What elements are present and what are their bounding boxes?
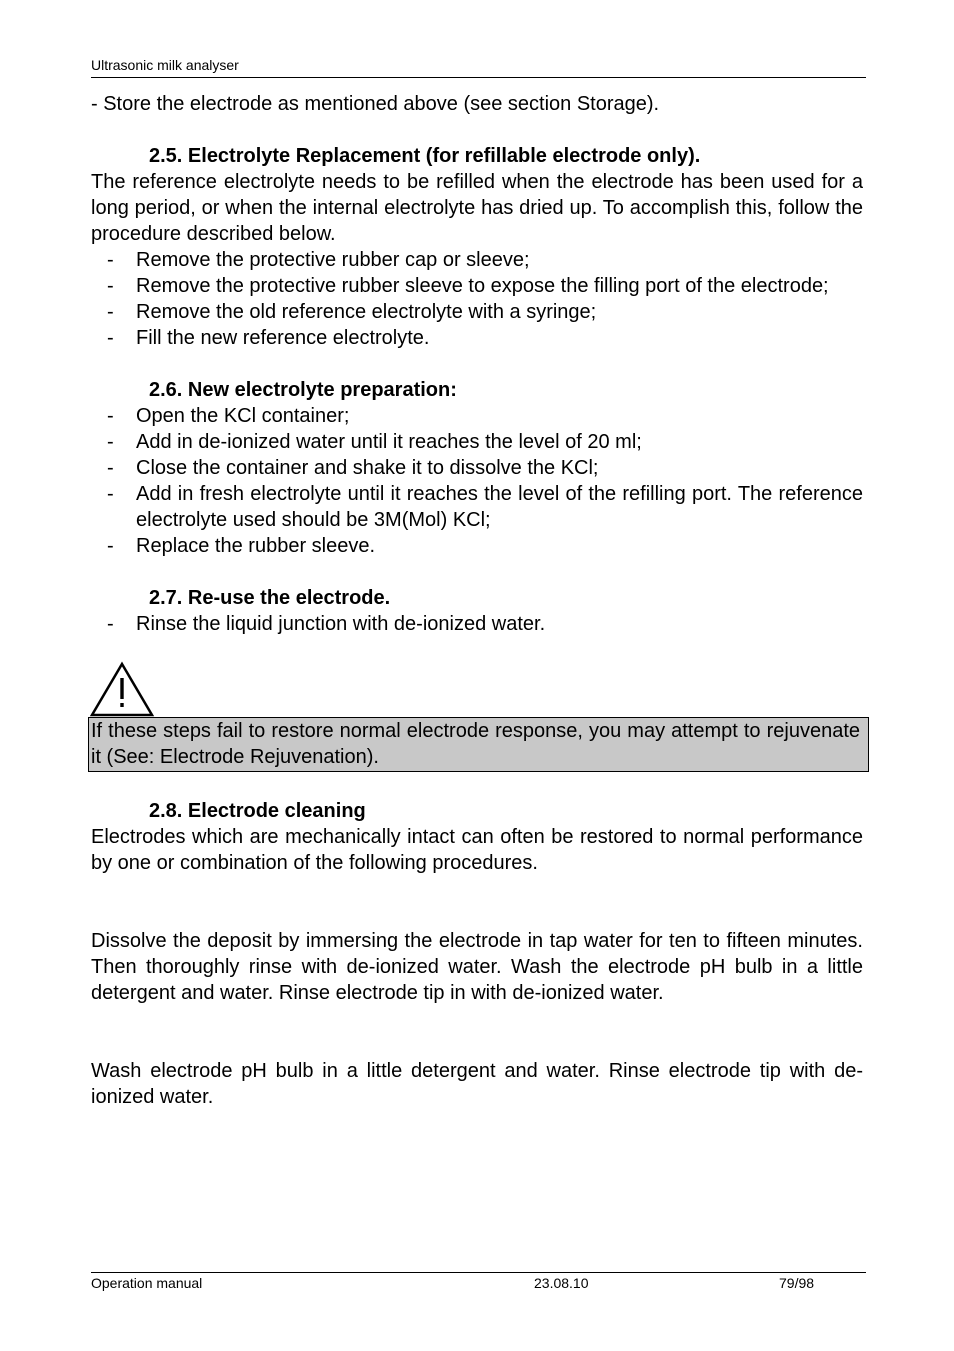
- header-divider: [91, 77, 866, 78]
- section-2-5-paragraph: The reference electrolyte needs to be refilled when the electrode has been used for a long period, or when the internal electrolyte has dried up. To accomplish this, follow the procedure described below.: [91, 171, 863, 245]
- section-2-5-heading: 2.5. Electrolyte Replacement (for refillable electrode only).: [149, 145, 701, 167]
- section-2-8-heading: 2.8. Electrode cleaning: [149, 800, 366, 822]
- page-header-title: Ultrasonic milk analyser: [91, 57, 239, 73]
- list-item: - Remove the protective rubber sleeve to expose the filling port of the electrode;: [107, 275, 829, 297]
- warning-box: If these steps fail to restore normal electrode response, you may attempt to rejuvenate it (See: Electrode Rejuvenation).: [88, 717, 869, 772]
- footer-divider: [91, 1272, 866, 1273]
- intro-line: - Store the electrode as mentioned above (see section Storage).: [91, 93, 660, 115]
- list-item: - Fill the new reference electrolyte.: [107, 327, 430, 349]
- section-2-5-list: [91, 247, 863, 351]
- list-item: - Open the KCl container;: [107, 405, 350, 427]
- section-2-7-list: [91, 611, 863, 637]
- section-2-8-paragraph: Electrodes which are mechanically intact can often be restored to normal performance by one or combination of the following procedures.: [91, 826, 863, 874]
- footer-date: 23.08.10: [534, 1275, 589, 1291]
- list-item: - Remove the protective rubber cap or sleeve;: [107, 249, 530, 271]
- section-2-6-list: [91, 403, 863, 559]
- page-content: [91, 91, 863, 1110]
- list-item: - Add in fresh electrolyte until it reaches the level of the refilling port. The reference electrolyte used should be 3M(Mol) KCl;: [107, 483, 863, 531]
- cleaning-paragraph: Dissolve the deposit by immersing the electrode in tap water for ten to fifteen minutes. Then thoroughly rinse with de-ionized water. Wash the electrode pH bulb in a little detergent and water. Rinse electrode tip in with de-ionized water.: [91, 930, 863, 1004]
- list-item: - Remove the old reference electrolyte with a syringe;: [107, 301, 597, 323]
- list-item: - Rinse the liquid junction with de-ionized water.: [107, 613, 546, 635]
- section-2-6-heading: 2.6. New electrolyte preparation:: [149, 379, 457, 401]
- list-item: - Replace the rubber sleeve.: [107, 535, 376, 557]
- footer-page-number: 79/98: [779, 1275, 815, 1291]
- list-item: - Add in de-ionized water until it reaches the level of 20 ml;: [107, 431, 642, 453]
- footer-manual-name: Operation manual: [91, 1275, 203, 1291]
- cleaning-paragraph: Wash electrode pH bulb in a little detergent and water. Rinse electrode tip with de-ionized water.: [91, 1060, 863, 1108]
- warning-triangle-icon: [89, 661, 155, 717]
- section-2-7-heading: 2.7. Re-use the electrode.: [149, 587, 391, 609]
- list-item: - Close the container and shake it to dissolve the KCl;: [107, 457, 599, 479]
